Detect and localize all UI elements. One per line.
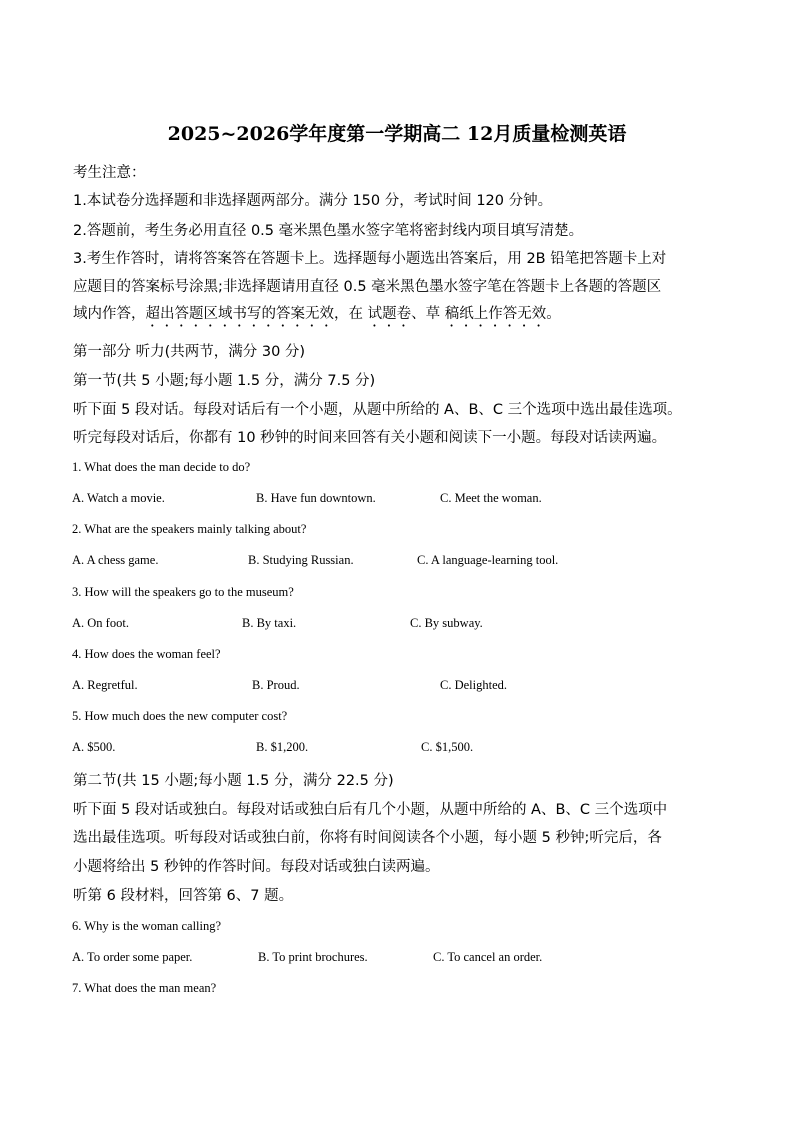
question-3-option-c: C. By subway. [410,616,483,630]
question-1-option-a: A. Watch a movie. [72,491,165,505]
question-3-option-a: A. On foot. [72,616,129,630]
question-6-option-c: C. To cancel an order. [433,950,543,964]
section1-instructions-line-1: 听下面 5 段对话。每段对话后有一个小题，从题中所给的 A、B、C 三个选项中选出最佳选项。 [73,402,682,418]
notice-item-3-line-1: 3.考生作答时，请将答案答在答题卡上。选择题每小题选出答案后，用 2B 铅笔把答题卡上对 [73,251,667,267]
question-1: 1. What does the man decide to do? [72,460,251,474]
question-4: 4. How does the woman feel? [72,647,221,661]
emphasis-text: 稿纸上作答无效 [444,306,547,322]
notice-heading: 考生注意： [73,165,146,181]
section2-instructions-line-2: 选出最佳选项。听每段对话或独白前，你将有时间阅读各个小题，每小题 5 秒钟;听完后，各 [73,830,662,846]
notice-text: ，在 [334,306,363,322]
section1-instructions-line-2: 听完每段对话后，你都有 10 秒钟的时间来回答有关小题和阅读下一小题。每段对话读两遍。 [73,430,667,446]
emphasis-text: 试题卷 [367,306,412,322]
question-7: 7. What does the man mean? [72,981,217,995]
notice-item-3-line-3 [73,302,561,330]
emphasis-text: 超出答题区域书写的答案无效 [145,306,334,322]
question-2-option-a: A. A chess game. [72,553,159,567]
question-6: 6. Why is the woman calling? [72,919,222,933]
notice-text: 、草 [411,306,441,322]
question-2-option-b: B. Studying Russian. [248,553,354,567]
notice-text: 。 [546,306,561,322]
question-2: 2. What are the speakers mainly talking about? [72,522,307,536]
question-2-option-c: C. A language-learning tool. [417,553,559,567]
section2-instructions-line-3: 小题将给出 5 秒钟的作答时间。每段对话或独白读两遍。 [73,859,440,875]
notice-item-2: 2.答题前，考生务必用直径 0.5 毫米黑色墨水签字笔将密封线内项目填写清楚。 [73,223,584,239]
section1-heading: 第一节(共 5 小题;每小题 1.5 分，满分 7.5 分) [73,373,376,389]
question-6-option-b: B. To print brochures. [258,950,368,964]
section2-instructions-line-1: 听下面 5 段对话或独白。每段对话或独白后有几个小题，从题中所给的 A、B、C 三个选项中 [73,802,668,818]
question-1-option-b: B. Have fun downtown. [256,491,376,505]
material-6-heading: 听第 6 段材料，回答第 6、7 题。 [73,888,294,904]
notice-item-3-line-2: 应题目的答案标号涂黑;非选择题请用直径 0.5 毫米黑色墨水签字笔在答题卡上各题的答题区 [73,279,662,295]
question-5-option-b: B. $1,200. [256,740,309,754]
question-5-option-c: C. $1,500. [421,740,474,754]
part1-heading: 第一部分 听力(共两节，满分 30 分) [73,344,306,360]
question-1-option-c: C. Meet the woman. [440,491,542,505]
notice-item-1: 1.本试卷分选择题和非选择题两部分。满分 150 分，考试时间 120 分钟。 [73,193,553,209]
question-5-option-a: A. $500. [72,740,116,754]
question-5: 5. How much does the new computer cost? [72,709,288,723]
question-3-option-b: B. By taxi. [242,616,297,630]
question-4-option-c: C. Delighted. [440,678,508,692]
question-3: 3. How will the speakers go to the museum? [72,585,294,599]
question-4-option-b: B. Proud. [252,678,300,692]
notice-text: 域内作答， [73,306,146,322]
question-6-option-a: A. To order some paper. [72,950,193,964]
section2-heading: 第二节(共 15 小题;每小题 1.5 分，满分 22.5 分) [73,773,394,789]
question-4-option-a: A. Regretful. [72,678,138,692]
exam-title: 2025~2026学年度第一学期高二 12月质量检测英语 [167,123,627,145]
